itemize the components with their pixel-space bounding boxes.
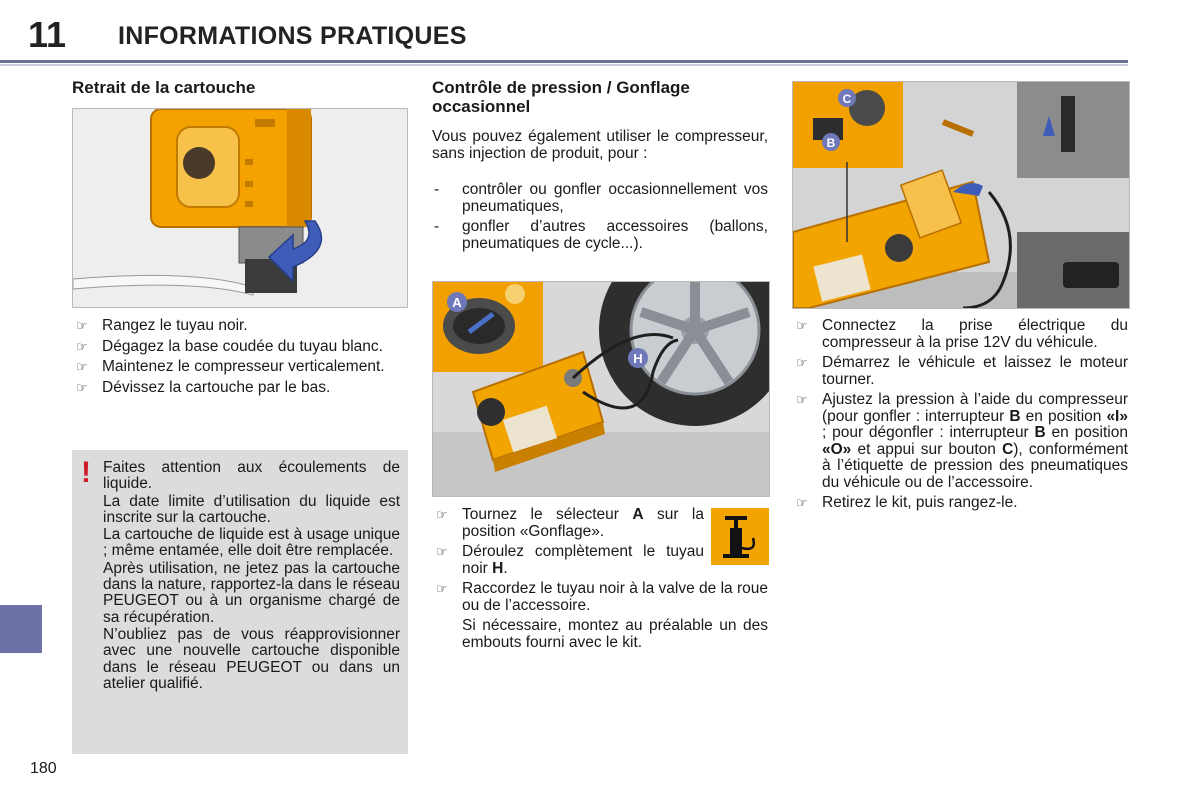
warning-paragraph: Après utilisation, ne jetez pas la cartouche dans la nature, rapportez-la dans le réseau PEUGEOT ou à un organisme chargé de sa récupération.: [103, 559, 400, 626]
pointing-hand-icon: ☞: [796, 318, 808, 333]
pointing-hand-icon: ☞: [436, 544, 448, 559]
list-item: ☞ Rangez le tuyau noir.: [76, 317, 248, 334]
usage-list: [432, 182, 768, 256]
header-rule-light: [0, 64, 1128, 66]
exclamation-icon: !: [81, 456, 91, 489]
list-item: - gonfler d’autres accessoires (ballons, pneumatiques de cycle...).: [434, 218, 768, 252]
header-rule: [0, 60, 1128, 63]
pointing-hand-icon: ☞: [796, 495, 808, 510]
pointing-hand-icon: ☞: [436, 581, 448, 596]
list-item: ☞ Déroulez complètement le tuyau noir H.: [436, 543, 704, 577]
section-heading-pressure: Contrôle de pression / Gonflage occasionnel: [432, 78, 690, 116]
warning-paragraph: N’oubliez pas de vous réapprovisionner avec une nouvelle cartouche disponible dans le réseau PEUGEOT ou dans un atelier qualifié.: [103, 625, 400, 692]
chapter-number: 11: [28, 14, 67, 55]
chapter-side-tab: [0, 605, 42, 653]
pointing-hand-icon: ☞: [76, 379, 88, 395]
cartridge-steps-list: [72, 318, 408, 400]
warning-box: [72, 450, 408, 754]
page-number: 180: [30, 760, 57, 777]
warning-text: [103, 460, 400, 693]
pointing-hand-icon: ☞: [436, 507, 448, 522]
compressor-connection-figure: [792, 81, 1130, 309]
list-item: ☞ Tournez le sélecteur A sur la position «Gonflage».: [436, 506, 704, 540]
pointing-hand-icon: ☞: [76, 359, 88, 374]
list-item: ☞ Maintenez le compresseur verticalement.: [76, 358, 385, 375]
cartridge-removal-figure: [72, 108, 408, 308]
list-item: - contrôler ou gonfler occasionnellement vos pneumatiques,: [434, 181, 768, 215]
warning-paragraph: La cartouche de liquide est à usage unique ; même entamée, elle doit être remplacée.: [103, 526, 400, 560]
compressor-wheel-figure: [432, 281, 770, 497]
inflation-steps-list-cont: [432, 581, 768, 655]
intro-paragraph: Vous pouvez également utiliser le compresseur, sans injection de produit, pour :: [432, 128, 768, 162]
section-heading-cartridge: Retrait de la cartouche: [72, 78, 256, 97]
warning-paragraph: La date limite d’utilisation du liquide est inscrite sur la cartouche.: [103, 492, 400, 526]
list-item: ☞ Retirez le kit, puis rangez-le.: [796, 494, 1018, 511]
list-item: ☞ Dévissez la cartouche par le bas.: [76, 378, 331, 396]
inflator-pump-icon: [711, 508, 769, 565]
label-h: H: [633, 351, 643, 366]
list-item: ☞ Démarrez le véhicule et laissez le moteur tourner.: [796, 354, 1128, 388]
list-item: ☞ Ajustez la pression à l’aide du compresseur (pour gonfler : interrupteur B en position «I» ; pour dégonfler : interrupteur B en position «O» et appui sur bouton C), conformément à l’étiquette de pression des pneumatiques du véhicule ou de l’accessoire.: [796, 391, 1128, 491]
inflation-steps-list: [432, 507, 704, 581]
label-b: B: [826, 136, 836, 150]
list-item: ☞ Dégagez la base coudée du tuyau blanc.: [76, 337, 383, 355]
warning-paragraph: Faites attention aux écoulements de liquide.: [103, 459, 400, 493]
pointing-hand-icon: ☞: [76, 338, 88, 354]
label-a: A: [452, 295, 462, 310]
label-c: C: [842, 92, 852, 106]
chapter-title: INFORMATIONS PRATIQUES: [118, 22, 467, 50]
pointing-hand-icon: ☞: [76, 318, 88, 333]
list-item: ☞ Connectez la prise électrique du compresseur à la prise 12V du véhicule.: [796, 317, 1128, 351]
list-item: ☞ Raccordez le tuyau noir à la valve de la roue ou de l’accessoire. Si nécessaire, montez au préalable un des embouts fourni avec le kit.: [436, 580, 768, 651]
pointing-hand-icon: ☞: [796, 355, 808, 370]
connection-steps-list: [792, 318, 1128, 516]
pointing-hand-icon: ☞: [796, 392, 808, 407]
